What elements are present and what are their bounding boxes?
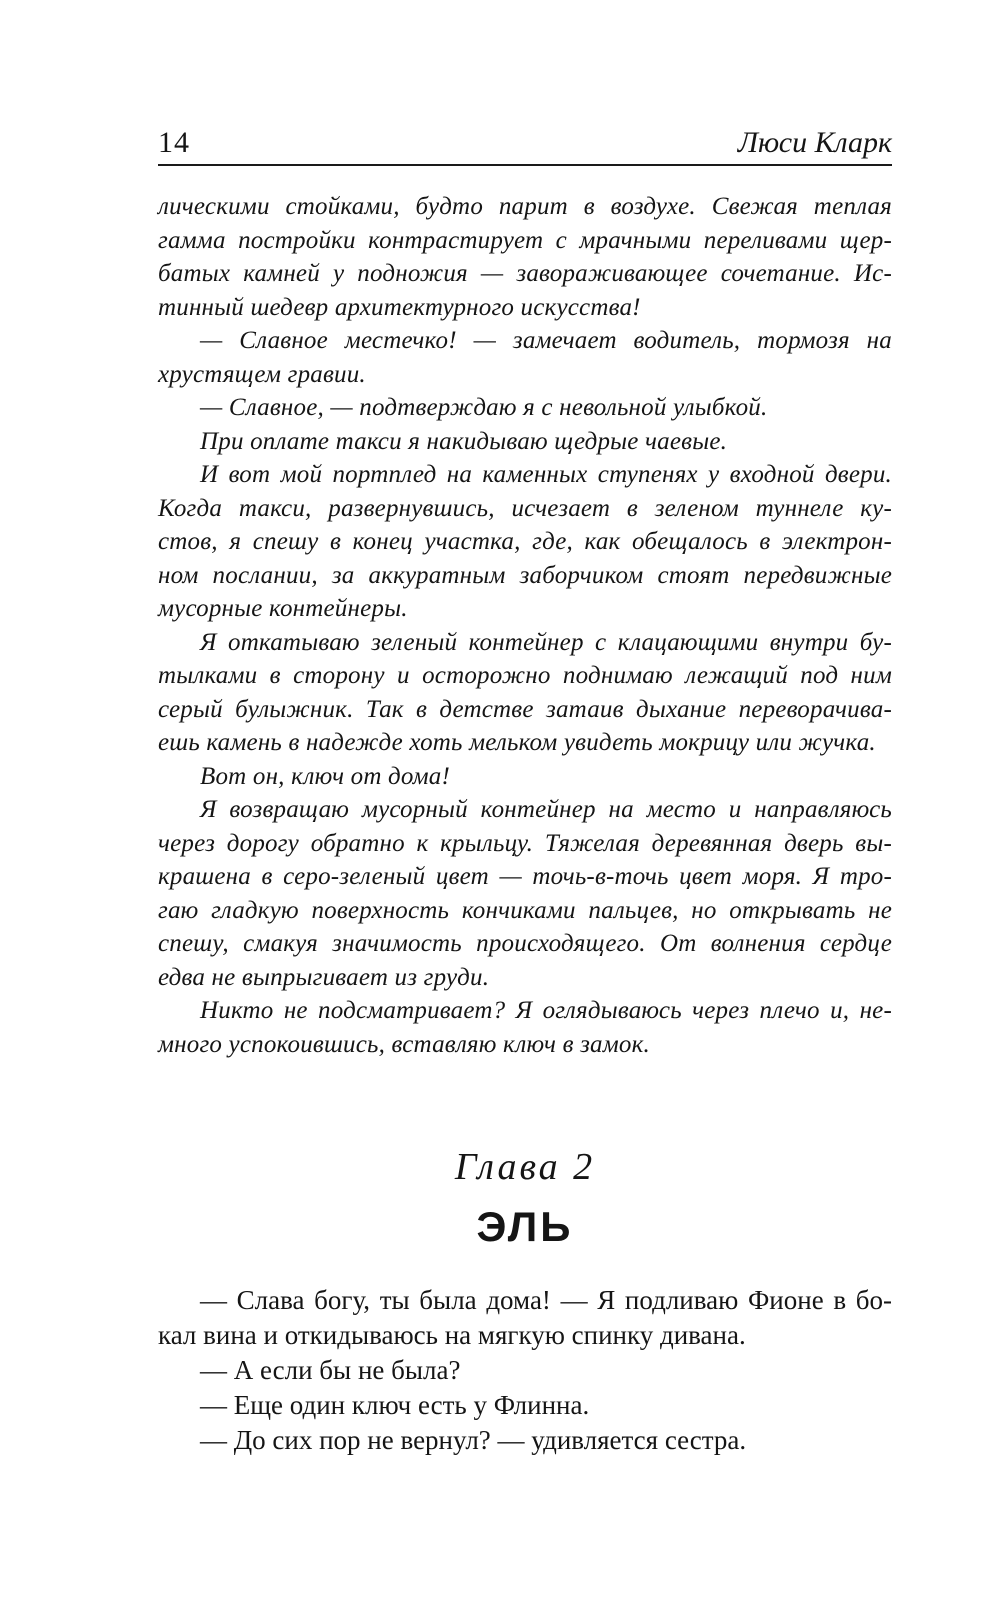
text-line: Вот он, ключ от дома! [200, 762, 451, 790]
text-line: — Славное местечко! — замечает водитель, тормозя на [200, 327, 892, 354]
text-line: много успокоившись, вставляю ключ в замок. [158, 1030, 650, 1058]
page-number: 14 [158, 126, 190, 159]
text-line: При оплате такси я накидываю щедрые чаевые. [200, 427, 728, 455]
text-line: И вот мой портплед на каменных ступенях у входной двери. [200, 461, 892, 488]
paragraph [158, 994, 892, 1061]
paragraph [158, 324, 892, 391]
running-header [158, 118, 892, 166]
text-line: лическими стойками, будто парит в воздухе. Свежая теплая [158, 193, 892, 220]
paragraph [158, 1423, 892, 1458]
text-line: хрустящем гравии. [158, 360, 366, 388]
paragraph [158, 760, 892, 794]
paragraph [158, 1353, 892, 1388]
text-line: — Слава богу, ты была дома! — Я подливаю Фионе в бо- [200, 1285, 892, 1315]
narrative-text-block [158, 190, 892, 1061]
text-line: ном послании, за аккуратным заборчиком стоят передвижные [158, 561, 892, 589]
text-line: через дорогу обратно к крыльцу. Тяжелая деревянная дверь вы- [158, 829, 892, 857]
paragraph [158, 1283, 892, 1353]
text-line: — А если бы не была? [200, 1355, 461, 1385]
paragraph [158, 425, 892, 459]
paragraph [158, 391, 892, 425]
text-line: тылками в сторону и осторожно поднимаю лежащий под ним [158, 662, 892, 689]
text-line: Когда такси, развернувшись, исчезает в зеленом туннеле ку- [158, 494, 892, 522]
paragraph [158, 626, 892, 760]
text-line: ешь камень в надежде хоть мельком увидеть мокрицу или жучка. [158, 729, 876, 756]
text-line: тинный шедевр архитектурного искусства! [158, 293, 641, 321]
chapter-character-name: ЭЛЬ [476, 1202, 574, 1250]
text-line: — До сих пор не вернул? — удивляется сестра. [200, 1425, 747, 1455]
text-line: — Славное, — подтверждаю я с невольной улыбкой. [200, 394, 768, 421]
running-title-author: Люси Кларк [737, 126, 892, 159]
paragraph [158, 1388, 892, 1423]
text-line: серый булыжник. Так в детстве затаив дыхание переворачива- [158, 695, 892, 723]
paragraph [158, 190, 892, 324]
text-line: Я возвращаю мусорный контейнер на место и направляюсь [200, 796, 892, 823]
text-line: Никто не подсматривает? Я оглядываюсь через плечо и, не- [200, 997, 892, 1024]
text-line: — Еще один ключ есть у Флинна. [200, 1390, 590, 1420]
text-line: кал вина и откидываюсь на мягкую спинку дивана. [158, 1320, 746, 1350]
chapter-title: Глава 2 [454, 1146, 596, 1188]
text-line: батых камней у подножия — завораживающее сочетание. Ис- [158, 260, 892, 287]
dialogue-text-block [158, 1283, 892, 1458]
text-line: гамма постройки контрастирует с мрачными переливами щер- [158, 226, 892, 254]
text-line: едва не выпрыгивает из груди. [158, 963, 490, 991]
text-line: спешу, смакуя значимость происходящего. От волнения сердце [158, 930, 892, 957]
text-line: Я откатываю зеленый контейнер с клацающими внутри бу- [200, 628, 892, 656]
paragraph [158, 458, 892, 626]
paragraph [158, 793, 892, 994]
text-line: крашена в серо-зеленый цвет — точь-в-точь цвет моря. Я тро- [158, 863, 892, 890]
chapter-heading [158, 1146, 892, 1250]
text-line: мусорные контейнеры. [158, 595, 408, 622]
text-line: гаю гладкую поверхность кончиками пальцев, но открывать не [158, 896, 892, 924]
text-line: стов, я спешу в конец участка, где, как обещалось в электрон- [158, 528, 892, 555]
